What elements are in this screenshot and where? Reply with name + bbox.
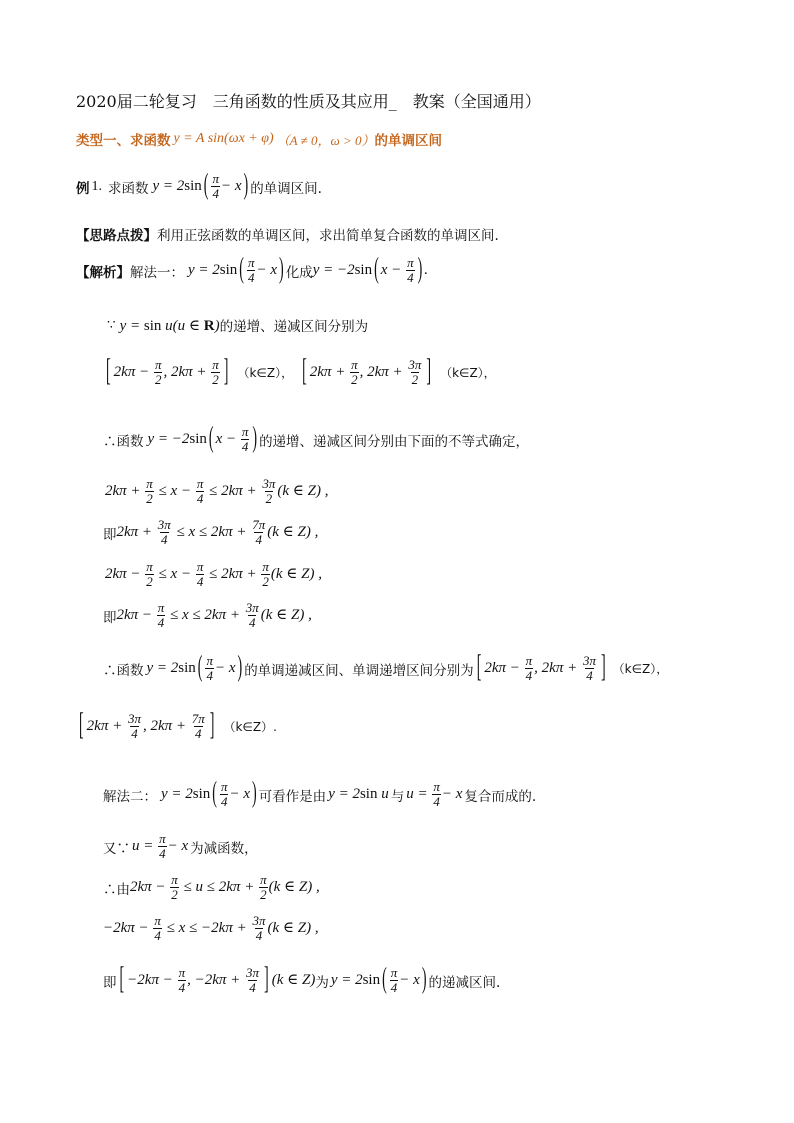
sin-intro-line <box>107 315 368 335</box>
hint-line <box>76 224 499 244</box>
conclusion-interval-1: [ 2kπ − $\frac{\pi}{4}$ , 2kπ + $\frac{3\pi}{4}$ ] <box>476 650 606 685</box>
heading-formula: y = A sin(ωx + φ) <box>173 131 274 146</box>
inequality-4: 即 2kπ − $\frac{\pi}{4}$ ≤ x ≤ 2kπ + $\frac{3\pi}{4}$ (k ∈ Z) , <box>103 600 312 630</box>
method1-label: 解法一： <box>130 264 184 281</box>
increasing-interval: [ 2kπ − $\frac{\pi}{2}$ , 2kπ + $\frac{\pi}{2}$ ] <box>106 354 229 389</box>
because-symbol: ∵ <box>107 317 116 333</box>
section-heading <box>76 129 442 149</box>
title-text: 2020届二轮复习 三角函数的性质及其应用_ 教案（全国通用） <box>76 92 541 111</box>
conclusion-interval-2: [ 2kπ + $\frac{3\pi}{4}$ , 2kπ + $\frac{7\pi}{4}$ ] <box>79 708 215 743</box>
kz-4: （k∈Z）. <box>223 720 277 734</box>
sin-intervals-line <box>103 354 496 389</box>
example-formula: y = 2sin ( $\frac{\pi}{4}$ − x ) <box>152 169 249 202</box>
heading-suffix: 的单调区间 <box>374 133 442 149</box>
page-title <box>76 89 541 112</box>
ji-3: 即 <box>103 974 117 991</box>
m2-text2: 与 <box>390 788 405 805</box>
method2-label: 解法二： <box>103 788 157 805</box>
method2-formula: y = 2sin ( $\frac{\pi}{4}$ − x ) <box>161 777 257 810</box>
wei-text: 为 <box>315 974 329 991</box>
kz-3: （k∈Z）， <box>612 662 669 676</box>
hint-label: 【思路点拨】 <box>76 228 157 244</box>
analysis-label: 【解析】 <box>76 264 130 281</box>
final-formula: y = 2sin ( $\frac{\pi}{4}$ − x ) <box>330 963 427 996</box>
inequality-5: ∴由 2kπ − $\frac{\pi}{2}$ ≤ u ≤ 2kπ + $\frac{\pi}{2}$ (k ∈ Z) , <box>103 872 320 902</box>
func-suffix: 的递增、递减区间分别由下面的不等式确定， <box>259 433 530 450</box>
final-line <box>103 962 501 997</box>
example-line <box>76 169 322 202</box>
example-text-before: 求函数 <box>108 180 149 197</box>
heading-prefix: 类型一、求函数 <box>76 133 171 149</box>
conclusion-formula: y = 2sin ( $\frac{\pi}{4}$ − x ) <box>146 651 243 684</box>
you-text: 又∵ <box>103 840 130 857</box>
decreasing-line <box>103 832 258 861</box>
example-label: 例 <box>76 180 90 197</box>
example-text-after: 的单调区间. <box>250 180 322 197</box>
u-formula: u = $\frac{\pi}{4}$ − x <box>132 831 189 861</box>
hint-text: 利用正弦函数的单调区间，求出简单复合函数的单调区间. <box>157 228 499 244</box>
decreasing-text: 为减函数， <box>190 840 258 857</box>
func-formula: y = −2sin ( x − $\frac{\pi}{4}$ ) <box>147 422 258 455</box>
m2-text3: 复合而成的. <box>464 788 537 805</box>
m2-text1: 可看作是由 <box>258 788 327 805</box>
conclusion-line-2 <box>76 708 277 743</box>
heading-condition: （A ≠ 0，ω > 0） <box>276 132 375 148</box>
by-text: ∴由 <box>103 881 130 898</box>
analysis-line <box>76 253 428 286</box>
analysis-formula-1: y = 2sin ( $\frac{\pi}{4}$ − x ) <box>188 253 284 286</box>
conclusion-prefix: ∴函数 <box>103 662 144 679</box>
kz-1: （k∈Z）， <box>237 366 294 380</box>
final-interval: [ −2kπ − $\frac{\pi}{4}$ , −2kπ + $\frac{3\pi}{4}$ ] (k ∈ Z) <box>119 962 316 997</box>
m2-u-formula: u = $\frac{\pi}{4}$ − x <box>406 779 463 809</box>
kz-2: （k∈Z）， <box>440 366 496 380</box>
inequality-1: 2kπ + $\frac{\pi}{2}$ ≤ x − $\frac{\pi}{4}$ ≤ 2kπ + $\frac{3\pi}{2}$ (k ∈ Z) , <box>105 476 329 506</box>
decreasing-interval: [ 2kπ + $\frac{\pi}{2}$ , 2kπ + $\frac{3\pi}{2}$ ] <box>302 354 432 389</box>
func-prefix: ∴函数 <box>103 433 144 450</box>
conclusion-mid: 的单调递减区间、单调递增区间分别为 <box>244 662 474 679</box>
inequality-3: 2kπ − $\frac{\pi}{2}$ ≤ x − $\frac{\pi}{4}$ ≤ 2kπ + $\frac{\pi}{2}$ (k ∈ Z) , <box>105 559 322 589</box>
final-suffix: 的递减区间. <box>428 974 501 991</box>
inequality-6: −2kπ − $\frac{\pi}{4}$ ≤ x ≤ −2kπ + $\frac{3\pi}{4}$ (k ∈ Z) , <box>103 913 319 943</box>
conclusion-line <box>103 650 669 685</box>
function-line <box>103 422 530 455</box>
ji-2: 即 <box>103 609 117 626</box>
analysis-formula-2: y = −2sin ( x − $\frac{\pi}{4}$ ) . <box>312 253 428 286</box>
convert-text: 化成 <box>285 264 313 281</box>
example-number: 1. <box>91 178 102 194</box>
m2-sinu: y = 2sin u <box>328 786 389 802</box>
sin-intro-suffix: 的递增、递减区间分别为 <box>219 319 369 335</box>
method2-line <box>103 777 537 810</box>
ji-1: 即 <box>103 526 117 543</box>
inequality-2: 即 2kπ + $\frac{3\pi}{4}$ ≤ x ≤ 2kπ + $\frac{7\pi}{4}$ (k ∈ Z) , <box>103 517 319 547</box>
sin-u-formula: y = sin u(u ∈ R) <box>119 317 220 334</box>
